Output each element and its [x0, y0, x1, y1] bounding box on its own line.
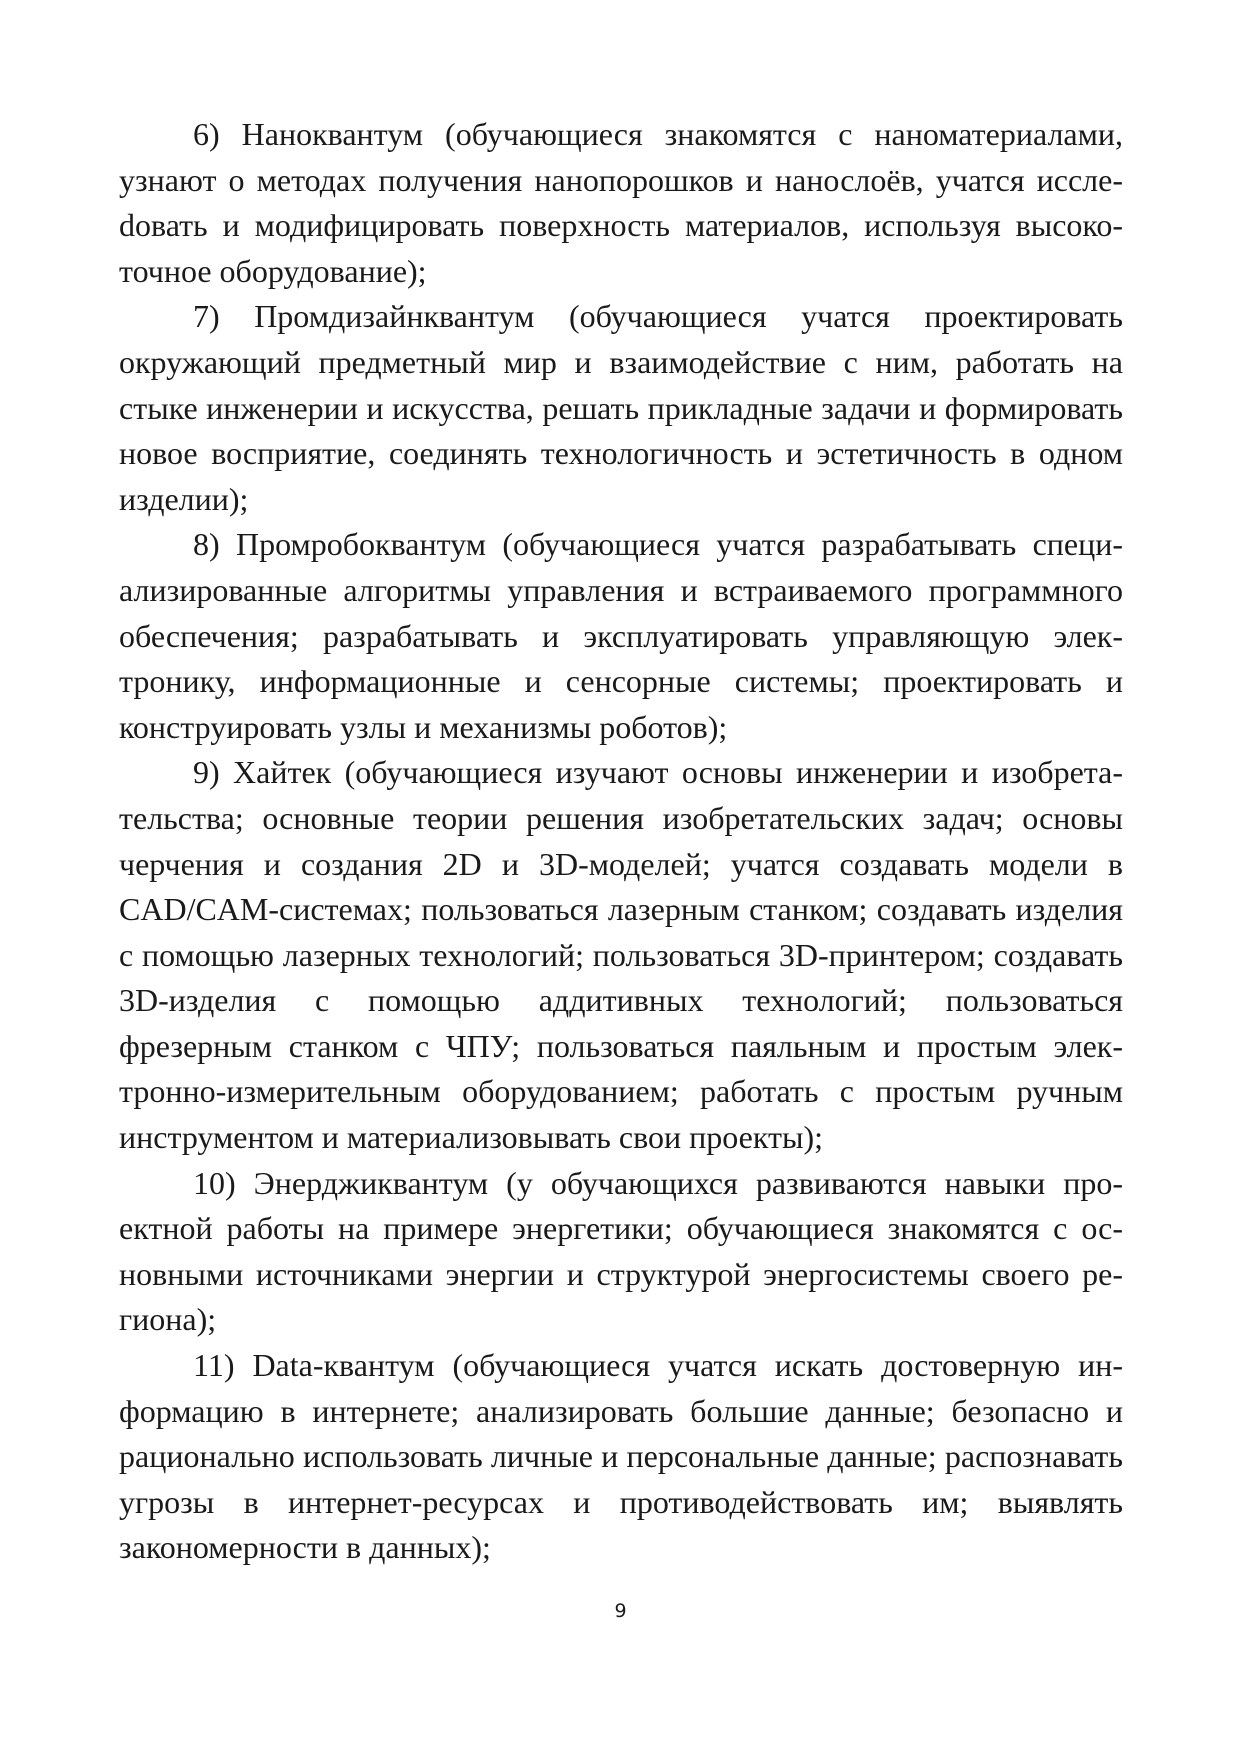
paragraph-promdizainkvantum: 7) Промдизайнквантум (обучающиеся учатся проектировать окружающий предметный мир и взаимодействие с ним, работать на стыке инженерии и искусства, решать прикладные задачи и формировать новое восприятие, соединять технологичность и эстетичность в одном изделии); [119, 298, 1123, 517]
paragraph-promrobokvantum: 8) Промробоквантум (обучающиеся учатся разрабатывать специализированные алгоритмы управления и встраиваемого программного обеспечения; разрабатывать и эксплуатировать управляющую электронику, информационные и сенсорные системы; проектировать и конструировать узлы и механизмы роботов); [119, 526, 1123, 745]
paragraph-nanokvantum: 6) Наноквантум (обучающиеся знакомятся с наноматериалами, узнают о методах получения нанопорошков и нанослоёв, учатся исслеdовать и модифицировать поверхность материалов, используя высокоточное оборудование); [119, 116, 1123, 289]
paragraph-data-kvantum: 11) Data-квантум (обучающиеся учатся искать достоверную информацию в интернете; анализировать большие данные; безопасно и рационально использовать личные и персональные данные; распознавать угрозы в интернет-ресурсах и противодействовать им; выявлять закономерности в данных); [119, 1347, 1123, 1566]
paragraph-haitek: 9) Хайтек (обучающиеся изучают основы инженерии и изобретательства; основные теории решения изобретательских задач; основы черчения и создания 2D и 3D-моделей; учатся создавать модели в CAD/CAM-системах; пользоваться лазерным станком; создавать изделия с помощью лазерных технологий; пользоваться 3D-принтером; создавать 3D-изделия с помощью аддитивных технологий; пользоваться фрезерным станком с ЧПУ; пользоваться паяльным и простым электронно-измерительным оборудованием; работать с простым ручным инструментом и материализовывать свои проекты); [119, 754, 1123, 1156]
paragraph-energikvantum: 10) Энерджиквантум (у обучающихся развиваются навыки проектной работы на примере энергетики; обучающиеся знакомятся с основными источниками энергии и структурой энергосистемы своего региона); [119, 1164, 1123, 1338]
page-number: 9 [614, 1600, 627, 1622]
body-text [119, 112, 1123, 1571]
